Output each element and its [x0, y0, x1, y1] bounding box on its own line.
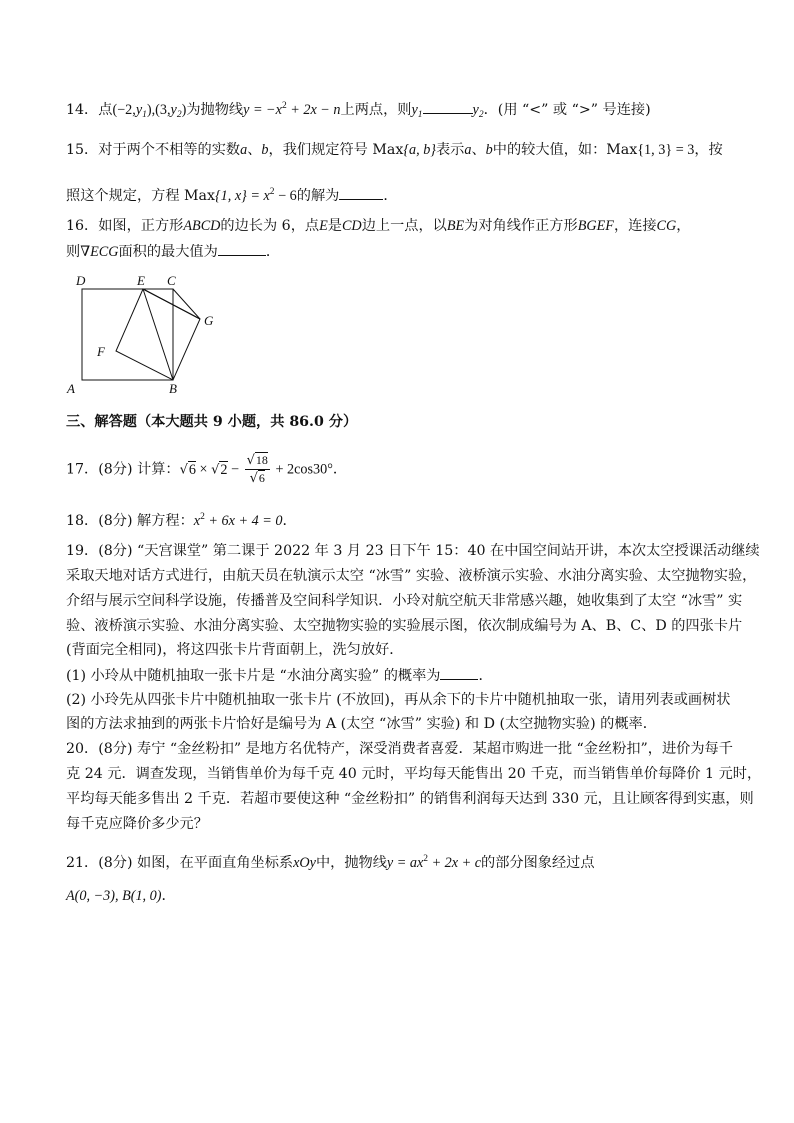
q16-text: 是	[327, 218, 342, 234]
q14-number: 14．点	[66, 102, 113, 118]
q16-text: 为对角线作正方形	[464, 218, 578, 234]
q21-equation-rest: + 2x + c	[428, 855, 482, 871]
label-b: B	[169, 381, 177, 396]
q15-text: ，按	[694, 142, 723, 158]
answer-blank[interactable]	[218, 241, 266, 256]
q16-var: CD	[341, 218, 362, 234]
q17-op: + 2cos30°	[271, 461, 333, 478]
sqrt-icon: √	[246, 453, 255, 468]
question-17	[66, 452, 347, 487]
square-figure	[62, 268, 232, 398]
q14-var: y	[135, 102, 143, 118]
q18-label: 18．(8分) 解方程：	[66, 513, 194, 529]
q20-line: 平均每天能多售出 2 千克．若超市要使这种 “金丝粉扣” 的销售利润每天达到 330 元，且让顾客得到实惠，则	[66, 791, 754, 807]
q16-text: 则∇	[66, 244, 91, 260]
q15-text: 的解为	[296, 188, 340, 204]
q19-line: 采取天地对话方式进行，由航天员在轨演示太空 “冰雪” 实验、液桥演示实验、水油分离实验、太空抛物实验，	[66, 568, 757, 584]
q16-var: BGEF	[577, 218, 614, 234]
question-18	[66, 507, 297, 531]
q15-punct: 、	[471, 142, 486, 158]
q18-var: x	[193, 513, 201, 529]
q19-line: 验、液桥演示实验、水油分离实验、太空抛物实验的实验展示图，依次制成编号为 A、B、C、D 的四张卡片	[66, 618, 743, 634]
q18-punct: ．	[282, 513, 297, 529]
q17-op: −	[227, 461, 243, 478]
q17-radicand: 6	[188, 461, 196, 478]
q21-var: xOy	[293, 855, 316, 871]
q14-text: 为抛物线	[186, 102, 244, 118]
q15-var: a	[464, 142, 472, 158]
q14-var: y	[170, 102, 177, 118]
label-a: A	[67, 381, 75, 396]
q21-text: 21．(8分) 如图，在平面直角坐标系	[66, 855, 294, 871]
question-14	[66, 96, 651, 125]
q14-text: ．(用 “<” 或 “>” 号连接)	[483, 102, 651, 118]
q17-numerator: 18	[255, 453, 268, 467]
section-heading: 三、解答题（本大题共 9 小题，共 86.0 分）	[66, 414, 358, 430]
q15-text: 15．对于两个不相等的实数	[66, 142, 241, 158]
sqrt-icon: √	[211, 462, 220, 478]
q15-text: 中的较大值，如：Max	[492, 142, 638, 158]
q19-sub2-line: (2) 小玲先从四张卡片中随机抽取一张卡片 (不放回)，再从余下的卡片中随机抽取一张，请用列表或画树状	[66, 692, 731, 708]
q14-punct: )	[181, 102, 187, 118]
question-16-line-1	[66, 216, 690, 236]
q14-var: y	[472, 102, 479, 118]
sqrt-icon: √	[179, 462, 188, 478]
q14-sub: 1	[417, 110, 423, 120]
q15-var: b	[261, 142, 269, 158]
q15-expr: {a, b}	[403, 142, 436, 158]
question-15-line-2	[66, 182, 398, 206]
q16-text: 16．如图，正方形	[66, 218, 184, 234]
q17-label: 17．(8分) 计算：	[66, 461, 180, 478]
q14-punct: ),	[146, 102, 156, 118]
q16-text: ，	[676, 218, 691, 234]
answer-blank[interactable]	[423, 99, 473, 114]
q16-var: CG	[656, 218, 677, 234]
q21-equation: y = ax	[386, 855, 424, 871]
q15-expr: {1, x} = x	[215, 188, 270, 204]
q16-var: BE	[446, 218, 465, 234]
sqrt-icon: √	[249, 471, 258, 486]
q16-text: ，连接	[613, 218, 657, 234]
q19-line: 介绍与展示空间科学设施，传播普及空间科学知识．小玲对航空航天非常感兴趣，她收集到了太空 “冰雪” 实	[66, 593, 743, 609]
q15-var: b	[485, 142, 493, 158]
q17-op: ×	[196, 461, 212, 478]
q14-point2: (3,	[155, 102, 171, 118]
q21-points: A(0, −3), B(1, 0)	[66, 888, 162, 904]
q19-sub2-line: 图的方法求抽到的两张卡片恰好是编号为 A (太空 “冰雪” 实验) 和 D (太空抛物实验) 的概率．	[66, 716, 657, 732]
q15-punct: 、	[247, 142, 262, 158]
q14-equation: y = −x	[243, 102, 282, 118]
q19-line: (背面完全相同)，将这四张卡片背面朝上，洗匀放好．	[66, 642, 404, 658]
q14-sub: 2	[478, 110, 484, 120]
square-abcd	[82, 289, 173, 380]
label-d: D	[76, 273, 86, 288]
label-g: G	[204, 313, 214, 328]
q16-text: 边上一点，以	[361, 218, 447, 234]
q18-equation: + 6x + 4 = 0	[204, 513, 283, 529]
label-f: F	[97, 344, 105, 359]
q15-expr: − 6	[274, 188, 297, 204]
q16-text: 的边长为 6，点	[220, 218, 320, 234]
q21-text: 中，抛物线	[315, 855, 387, 871]
q16-text: ．	[265, 244, 281, 260]
q21-text: 的部分图象经过点	[481, 855, 595, 871]
q14-text: 上两点，则	[340, 102, 412, 118]
question-16-line-2	[66, 241, 280, 262]
q14-equation-rest: + 2x − n	[286, 102, 341, 118]
question-21-line-2	[66, 886, 176, 906]
q16-var: E	[319, 218, 328, 234]
segment-cg	[173, 289, 200, 319]
q19-sub1-text: (1) 小玲从中随机抽取一张卡片是 “水油分离实验” 的概率为	[66, 668, 441, 684]
q18-exponent: 2	[200, 512, 205, 522]
q19-sub1-text: ．	[478, 668, 493, 684]
q15-text: 照这个规定，方程 Max	[66, 188, 215, 204]
q20-line: 克 24 元．调查发现，当销售单价为每千克 40 元时，平均每天能售出 20 千克，而当销售单价每降价 1 元时，	[66, 766, 762, 782]
q15-var: a	[240, 142, 248, 158]
q20-line: 每千克应降价多少元？	[66, 816, 208, 832]
q16-var: ABCD	[183, 218, 221, 234]
q15-exponent: 2	[269, 187, 275, 197]
answer-blank[interactable]	[440, 665, 478, 680]
question-21-line-1	[66, 849, 595, 873]
q17-radicand: 2	[220, 461, 228, 478]
q14-exponent: 2	[281, 101, 287, 111]
q19-sub1	[66, 665, 493, 686]
q19-line: 19．(8分) “天宫课堂” 第二课于 2022 年 3 月 23 日下午 15：40 在中国空间站开讲，本次太空授课活动继续	[66, 543, 760, 559]
q17-fraction	[245, 452, 270, 487]
q17-denominator: 6	[258, 471, 265, 485]
question-15-line-1	[66, 140, 723, 160]
q16-var: ECG	[90, 244, 119, 260]
label-c: C	[167, 273, 176, 288]
q21-punct: ．	[161, 888, 176, 904]
q17-punct: ．	[332, 461, 348, 478]
label-e: E	[137, 273, 145, 288]
q15-text: ，我们规定符号 Max	[268, 142, 404, 158]
q14-point1: (−2,	[112, 102, 136, 118]
q16-text: 面积的最大值为	[118, 244, 218, 260]
q14-sub: 1	[142, 110, 147, 120]
q21-exponent: 2	[423, 854, 429, 864]
answer-blank[interactable]	[339, 185, 383, 200]
q15-text: ．	[383, 188, 398, 204]
q14-var: y	[411, 102, 418, 118]
q20-line: 20．(8分) 寿宁 “金丝粉扣” 是地方名优特产，深受消费者喜爱．某超市购进一批 “金丝粉扣”，进价为每千	[66, 741, 733, 757]
q14-sub: 2	[176, 110, 182, 120]
q15-text: 表示	[435, 142, 465, 158]
q15-expr: {1, 3} = 3	[637, 142, 695, 158]
